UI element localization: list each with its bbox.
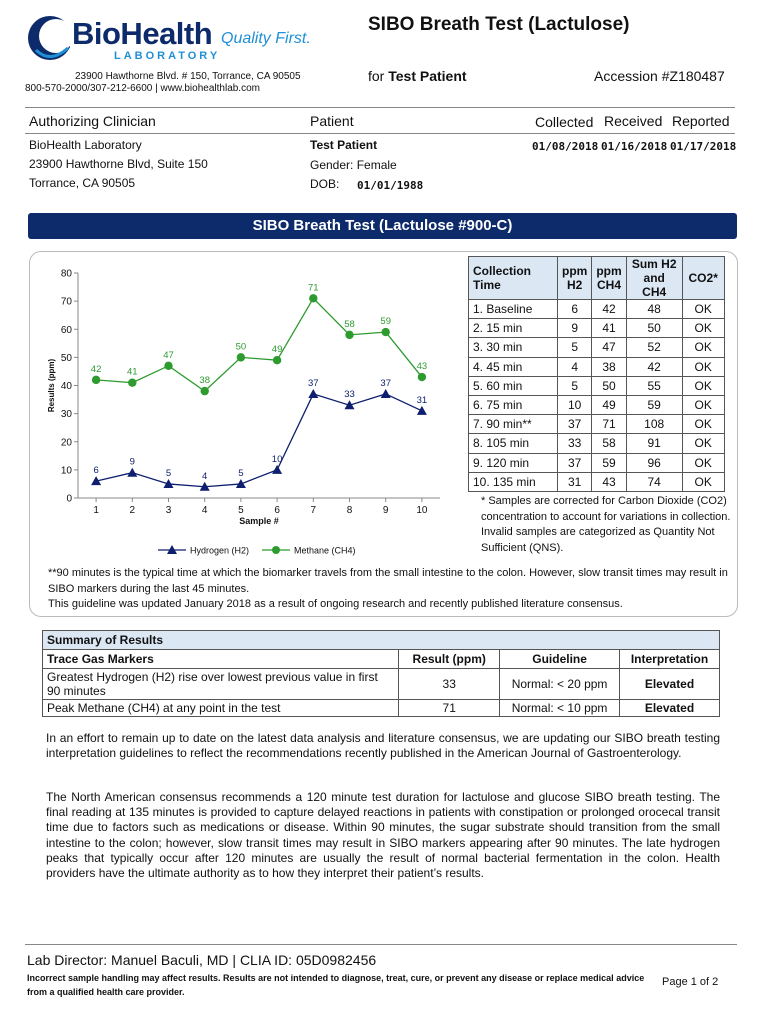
for-prefix: for: [368, 68, 385, 84]
methane-data-label: 49: [271, 344, 283, 356]
legend-methane-label: Methane (CH4): [294, 545, 356, 556]
x-axis-label: Sample #: [239, 516, 279, 526]
footnote-guideline: This guideline was updated January 2018 as a result of ongoing research and recently published literature consensus.: [48, 598, 623, 610]
lab-address: 23900 Hawthorne Blvd. # 150, Torrance, CA 90505: [75, 71, 301, 82]
col-header-sum: Sum H2 and CH4: [626, 257, 682, 300]
hydrogen-data-label: 4: [202, 470, 208, 482]
legend-hydrogen-label: Hydrogen (H2): [190, 545, 250, 556]
cell-ch4: 71: [592, 415, 626, 434]
hydrogen-data-label: 5: [165, 467, 172, 479]
co2-note: * Samples are corrected for Carbon Dioxide (CO2) concentration to account for variations in collection. Invalid samples are categorized as Quantity Not Sufficient (QNS).: [481, 495, 731, 554]
y-tick-label: 60: [60, 324, 72, 336]
disclaimer: Incorrect sample handling may affect results. Results are not intended to diagnose, treat, cure, or prevent any disease or replace medical advice from a qualified health care provider.: [27, 973, 645, 997]
y-tick-label: 70: [60, 296, 72, 308]
cell-sum: 55: [626, 376, 682, 395]
cell-h2: 9: [558, 319, 592, 338]
cell-time: 2. 15 min: [469, 319, 558, 338]
hydrogen-data-label: 37: [380, 377, 391, 389]
hydrogen-point: [236, 479, 246, 488]
summary-interpretation: Elevated: [620, 700, 720, 717]
results-row: [469, 319, 725, 338]
cell-co2: OK: [682, 395, 724, 414]
col-header-h2: ppm H2: [558, 257, 592, 300]
cell-ch4: 49: [592, 395, 626, 414]
cell-time: 3. 30 min: [469, 338, 558, 357]
cell-time: 10. 135 min: [469, 472, 558, 491]
y-tick-label: 80: [60, 268, 72, 280]
methane-data-label: 43: [416, 361, 428, 373]
methane-point: [237, 353, 245, 361]
cell-co2: OK: [682, 376, 724, 395]
cell-h2: 6: [558, 300, 592, 319]
cell-co2: OK: [682, 357, 724, 376]
cell-co2: OK: [682, 319, 724, 338]
reported-label: Reported: [672, 113, 730, 129]
x-tick-label: 6: [274, 505, 280, 516]
hydrogen-data-label: 6: [93, 465, 99, 477]
cell-sum: 108: [626, 415, 682, 434]
footer-divider: [25, 944, 737, 945]
summary-result: 33: [399, 669, 500, 700]
col-header-time: Collection Time: [469, 257, 558, 300]
received-label: Received: [604, 113, 663, 129]
hydrogen-data-label: 37: [308, 377, 319, 389]
results-row: [469, 453, 725, 472]
cell-h2: 4: [558, 357, 592, 376]
clinician-line-3: Torrance, CA 90505: [29, 176, 136, 190]
footnote-transit: **90 minutes is the typical time at which the biomarker travels from the small intestine to the colon. However, slow transit times may result in SIBO markers during the last 45 minutes.: [48, 567, 728, 595]
patient-name-header: Test Patient: [388, 68, 467, 84]
lab-logo: [26, 14, 326, 74]
collected-date: 01/08/2018: [532, 140, 599, 153]
hydrogen-data-label: 9: [129, 456, 135, 468]
hydrogen-point: [272, 465, 282, 474]
methane-point: [345, 331, 353, 339]
hydrogen-point: [381, 389, 391, 398]
logo-name: BioHealth: [72, 16, 213, 51]
methane-point: [418, 373, 426, 381]
hydrogen-data-label: 5: [238, 467, 244, 479]
x-tick-label: 3: [165, 505, 172, 516]
y-tick-label: 40: [60, 381, 72, 392]
hydrogen-point: [127, 468, 137, 477]
methane-point: [128, 378, 136, 386]
methane-data-label: 59: [380, 316, 391, 328]
y-tick-label: 10: [60, 465, 72, 477]
patient-label: Patient: [310, 113, 354, 129]
summary-header-marker: Trace Gas Markers: [43, 650, 399, 669]
patient-gender: Gender: Female: [310, 158, 397, 172]
summary-title: Summary of Results: [43, 631, 720, 650]
guideline-update-paragraph: In an effort to remain up to date on the latest data analysis and literature consensus, we are updating our SIBO breath testing interpretation guidelines to reflect the recommendations recently published in the American Journal of Gastroenterology.: [46, 731, 720, 761]
results-row: [469, 472, 725, 491]
x-tick-label: 5: [238, 505, 244, 516]
lab-director: Lab Director: Manuel Baculi, MD | CLIA ID: 05D0982456: [27, 952, 377, 968]
methane-data-label: 50: [235, 341, 247, 353]
cell-time: 7. 90 min**: [469, 415, 558, 434]
hydrogen-data-label: 33: [344, 389, 355, 401]
cell-ch4: 43: [592, 472, 626, 491]
dob-label: DOB:: [310, 177, 340, 191]
methane-point: [164, 362, 172, 370]
summary-table: [42, 630, 720, 717]
cell-ch4: 59: [592, 453, 626, 472]
hydrogen-data-label: 31: [416, 394, 428, 406]
y-tick-label: 0: [66, 493, 72, 505]
summary-interpretation: Elevated: [620, 669, 720, 700]
methane-line: [96, 298, 422, 391]
methane-point: [382, 328, 390, 336]
y-tick-label: 20: [60, 437, 72, 449]
cell-ch4: 50: [592, 376, 626, 395]
summary-marker: Peak Methane (CH4) at any point in the test: [43, 700, 399, 717]
cell-ch4: 38: [592, 357, 626, 376]
accession-number: Accession #Z180487: [594, 68, 725, 84]
x-tick-label: 10: [416, 505, 428, 516]
cell-sum: 52: [626, 338, 682, 357]
hydrogen-line: [96, 394, 422, 487]
methane-data-label: 38: [199, 375, 210, 387]
patient-dob: 01/01/1988: [357, 179, 424, 192]
cell-ch4: 47: [592, 338, 626, 357]
patient-line: [368, 68, 467, 84]
logo-swoosh-icon: [26, 14, 70, 62]
y-axis-label: Results (ppm): [47, 358, 56, 413]
cell-h2: 5: [558, 376, 592, 395]
methane-data-label: 71: [308, 282, 319, 294]
cell-co2: OK: [682, 415, 724, 434]
clinician-line-2: 23900 Hawthorne Blvd, Suite 150: [29, 157, 208, 171]
cell-time: 1. Baseline: [469, 300, 558, 319]
footnote: [48, 566, 728, 613]
col-header-co2: CO2*: [682, 257, 724, 300]
cell-co2: OK: [682, 472, 724, 491]
hydrogen-point: [417, 406, 427, 415]
results-row: [469, 338, 725, 357]
logo-subtitle: LABORATORY: [114, 50, 221, 62]
summary-header-result: Result (ppm): [399, 650, 500, 669]
summary-marker: Greatest Hydrogen (H2) rise over lowest previous value in first 90 minutes: [43, 669, 399, 700]
hydrogen-point: [308, 389, 318, 398]
summary-guideline: Normal: < 10 ppm: [500, 700, 620, 717]
cell-ch4: 42: [592, 300, 626, 319]
cell-h2: 10: [558, 395, 592, 414]
results-row: [469, 434, 725, 453]
cell-h2: 31: [558, 472, 592, 491]
legend-methane-marker: [272, 546, 280, 554]
cell-time: 8. 105 min: [469, 434, 558, 453]
cell-sum: 50: [626, 319, 682, 338]
cell-sum: 96: [626, 453, 682, 472]
cell-co2: OK: [682, 338, 724, 357]
cell-sum: 42: [626, 357, 682, 376]
cell-time: 6. 75 min: [469, 395, 558, 414]
methane-point: [201, 387, 209, 395]
x-tick-label: 1: [93, 505, 99, 516]
results-row: [469, 395, 725, 414]
x-tick-label: 9: [382, 505, 389, 516]
results-row: [469, 300, 725, 319]
methane-data-label: 42: [90, 363, 102, 375]
cell-co2: OK: [682, 453, 724, 472]
summary-guideline: Normal: < 20 ppm: [500, 669, 620, 700]
page-title: SIBO Breath Test (Lactulose): [368, 14, 630, 35]
x-tick-label: 7: [310, 505, 317, 516]
methane-data-label: 41: [127, 366, 138, 378]
methane-data-label: 58: [344, 318, 355, 330]
cell-time: 5. 60 min: [469, 376, 558, 395]
y-tick-label: 50: [60, 352, 72, 364]
cell-sum: 48: [626, 300, 682, 319]
methane-data-label: 47: [163, 349, 174, 361]
results-table: [468, 256, 725, 492]
cell-co2: OK: [682, 434, 724, 453]
summary-header-guideline: Guideline: [500, 650, 620, 669]
section-banner: SIBO Breath Test (Lactulose #900-C): [28, 213, 737, 239]
breath-test-chart: [40, 262, 460, 562]
x-tick-label: 8: [346, 505, 353, 516]
methane-point: [309, 294, 317, 302]
results-row: [469, 376, 725, 395]
summary-row: [43, 669, 720, 700]
y-tick-label: 30: [60, 409, 72, 421]
cell-sum: 59: [626, 395, 682, 414]
page-number: Page 1 of 2: [662, 976, 719, 988]
cell-h2: 33: [558, 434, 592, 453]
consensus-paragraph: The North American consensus recommends a 120 minute test duration for lactulose and glucose SIBO breath testing. The final reading at 135 minutes is provided to capture delayed reactions in patients with constipation or prolonged orocecal transit time due to factors such as medications or disease. Within 90 minutes, the sugar substrate should transition from the small intestine to the colon; however, slow transit times may result in SIBO markers appearing after 90 minutes. The late hydrogen peaks that typically occur after 120 minutes are usually the result of normal bacterial fermentation in the colon. Health providers have the ultimate authority as to how they interpret their patient’s results.: [46, 790, 720, 881]
logo-tagline: Quality First.: [221, 30, 311, 47]
results-row: [469, 357, 725, 376]
cell-time: 4. 45 min: [469, 357, 558, 376]
hydrogen-data-label: 10: [271, 453, 283, 465]
clinician-label: Authorizing Clinician: [29, 113, 156, 129]
summary-row: [43, 700, 720, 717]
cell-ch4: 58: [592, 434, 626, 453]
info-divider: [25, 133, 735, 134]
cell-h2: 37: [558, 453, 592, 472]
results-row: [469, 415, 725, 434]
cell-sum: 74: [626, 472, 682, 491]
cell-ch4: 41: [592, 319, 626, 338]
cell-co2: OK: [682, 300, 724, 319]
x-tick-label: 4: [201, 505, 208, 516]
cell-sum: 91: [626, 434, 682, 453]
cell-time: 9. 120 min: [469, 453, 558, 472]
methane-point: [92, 376, 100, 384]
patient-name: Test Patient: [310, 138, 378, 152]
summary-header-interpretation: Interpretation: [620, 650, 720, 669]
methane-point: [273, 356, 281, 364]
received-date: 01/16/2018: [601, 140, 668, 153]
collected-label: Collected: [535, 114, 594, 130]
header-divider: [25, 107, 735, 108]
x-tick-label: 2: [129, 505, 136, 516]
cell-h2: 5: [558, 338, 592, 357]
lab-contact: 800-570-2000/307-212-6600 | www.biohealthlab.com: [25, 83, 260, 94]
reported-date: 01/17/2018: [670, 140, 737, 153]
summary-result: 71: [399, 700, 500, 717]
col-header-ch4: ppm CH4: [592, 257, 626, 300]
cell-h2: 37: [558, 415, 592, 434]
clinician-line-1: BioHealth Laboratory: [29, 138, 142, 152]
